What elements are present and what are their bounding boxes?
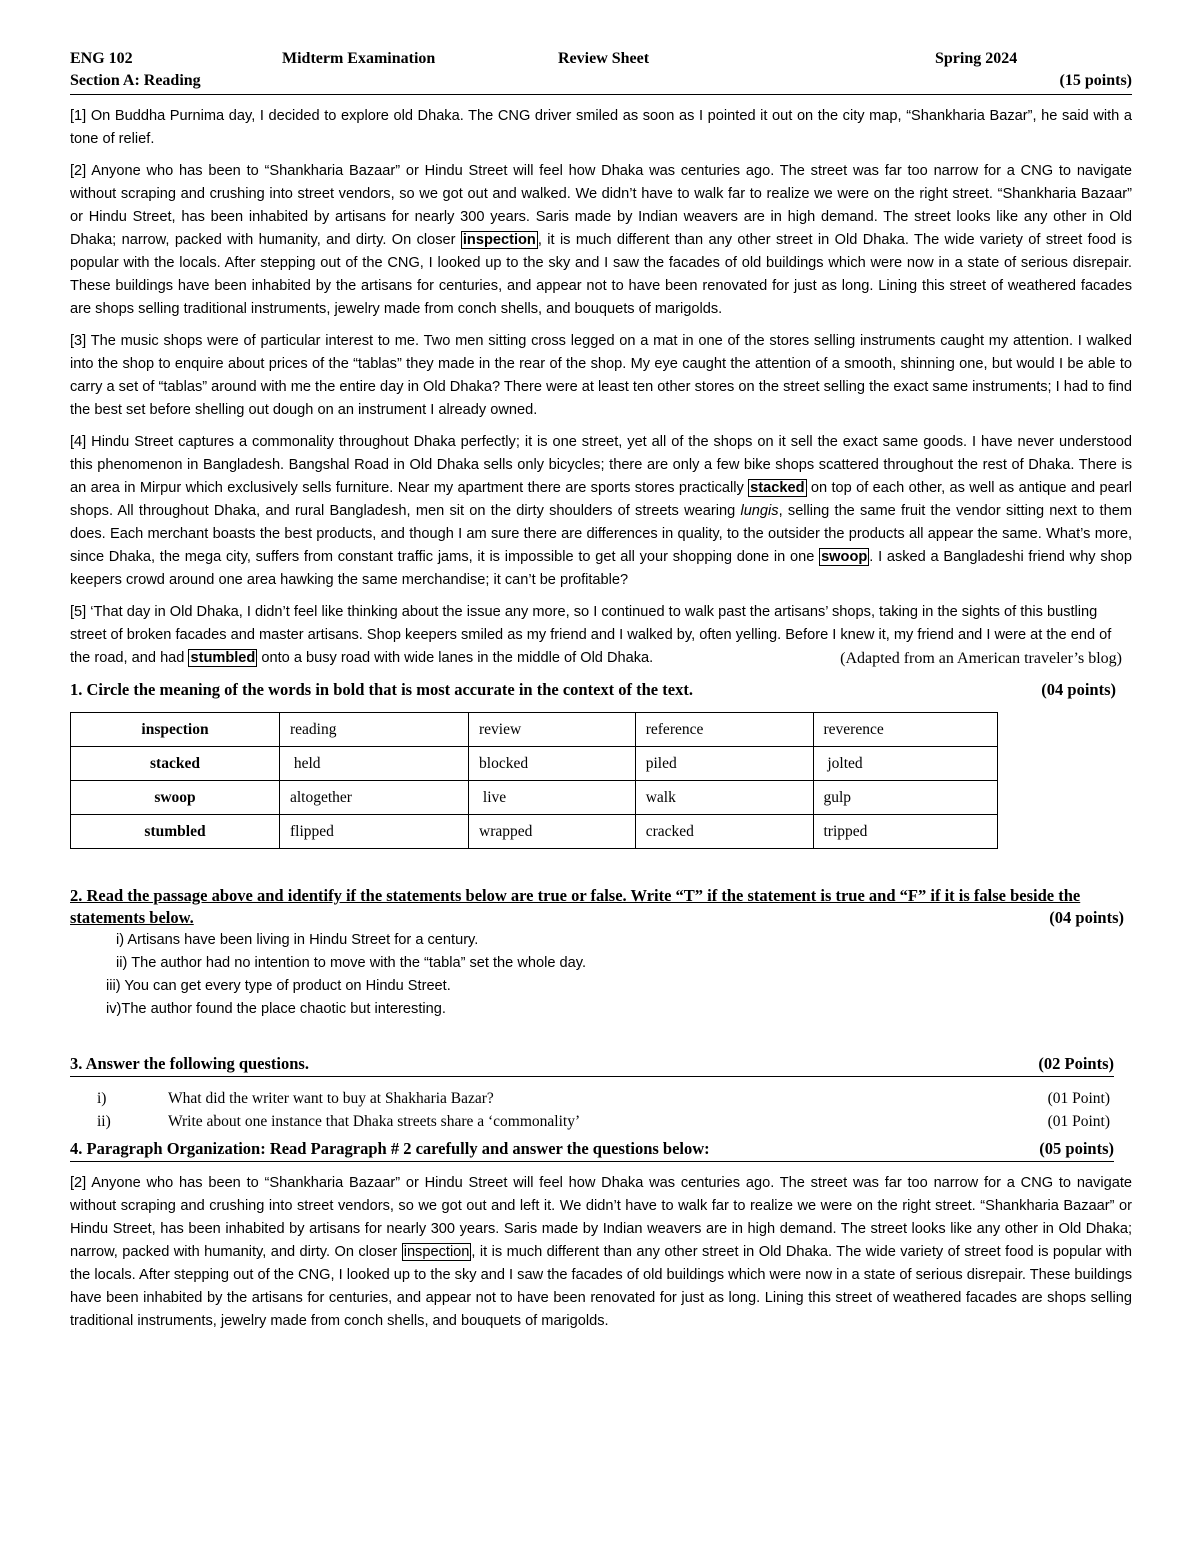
- term: Spring 2024: [935, 50, 1018, 67]
- tf-statement: ii) The author had no intention to move with the “tabla” set the whole day.: [112, 955, 587, 971]
- section-header: [70, 72, 1132, 95]
- q1-title: 1. Circle the meaning of the words in bold that is most accurate in the context of the text.: [70, 680, 693, 699]
- exam-title: Midterm Examination: [282, 50, 436, 67]
- paragraph-1: [1] On Buddha Purnima day, I decided to explore old Dhaka. The CNG driver smiled as soon as I pointed it out on the city map, “Shankharia Bazar”, he said with a tone of relief.: [70, 108, 1132, 147]
- vocab-option[interactable]: review: [469, 713, 636, 747]
- vocab-option[interactable]: gulp: [813, 781, 998, 815]
- vocab-row: [71, 713, 998, 747]
- vocab-option[interactable]: reading: [280, 713, 469, 747]
- vocab-option[interactable]: jolted: [813, 747, 998, 781]
- vocab-word: swoop: [71, 781, 280, 815]
- paragraph-4: [70, 431, 1132, 592]
- question-text: What did the writer want to buy at Shakharia Bazar?: [168, 1090, 494, 1107]
- paragraph-3: [3] The music shops were of particular interest to me. Two men sitting cross legged on a mat in one of the stores selling instruments caught my attention. I walked into the shop to enquire about prices of the “tablas” they made in the rear of the shop. My eye caught the attention of a smooth, shinning one, but would I be able to carry a set of “tablas” around with me the entire day in Old Dhaka? There were at least ten other stores on the street selling the exact same instruments; I had to find the best set before shelling out dough on an instrument I already owned.: [70, 333, 1132, 418]
- boxed-word-inspection: inspection: [462, 232, 536, 248]
- q4-title: 4. Paragraph Organization: Read Paragraph # 2 carefully and answer the questions below:: [70, 1139, 710, 1158]
- q3-heading: [70, 1054, 1114, 1077]
- italic-word-lungis: lungis: [740, 503, 779, 519]
- boxed-word-swoop: swoop: [821, 549, 868, 565]
- sheet-title: Review Sheet: [558, 50, 650, 67]
- vocab-option[interactable]: reference: [635, 713, 813, 747]
- question-points: (01 Point): [1047, 1090, 1110, 1107]
- q3-title: 3. Answer the following questions.: [70, 1054, 309, 1073]
- vocab-row: [71, 815, 998, 849]
- vocab-option[interactable]: wrapped: [469, 815, 636, 849]
- tf-statement: i) Artisans have been living in Hindu Street for a century.: [116, 932, 479, 948]
- paragraph-5-text: [5] ‘That day in Old Dhaka, I didn’t feel like thinking about the issue any more, so I continued to walk past the artisans’ shops, taking in the sights of this bustling street of broken facades and master artisans. Shop keepers smiled as my friend and I walked by, often yelling. Before I knew it, my friend and I were at the end of the road, and had: [70, 604, 1112, 666]
- paragraph-2-text-b: , it is much different than any other street in Old Dhaka. The wide variety of street food is popular with the locals. After stepping out of the CNG, I looked up to the sky and I saw the facades of old buildings which were now in a state of serious disrepair. These buildings have been inhabited by the artisans for centuries, and appear not to have been renovated for just as long. Lining this street of weathered facades are shops selling traditional instruments, jewelry made from conch shells, and bouquets of marigolds.: [70, 232, 1132, 317]
- vocab-option[interactable]: reverence: [813, 713, 998, 747]
- source-note: (Adapted from an American traveler’s blog): [840, 650, 1122, 667]
- section-points: (15 points): [1059, 72, 1132, 89]
- boxed-word-inspection-q4: inspection: [403, 1244, 470, 1260]
- course-code: ENG 102: [70, 50, 133, 67]
- short-question: [70, 1110, 1110, 1133]
- exam-header: [70, 50, 1132, 72]
- q4-paragraph-text-b: , it is much different than any other street in Old Dhaka. The wide variety of street food is popular with the locals. After stepping out of the CNG, I looked up to the sky and I saw the facades of old buildings which were now in a state of serious disrepair. These buildings have been inhabited by the artisans for centuries, and appear not to have been renovated for just as long. Lining this street of weathered facades are shops selling traditional instruments, jewelry made from conch shells, and bouquets of marigolds.: [70, 1244, 1132, 1329]
- q4-points: (05 points): [1039, 1139, 1114, 1158]
- vocab-word: stacked: [71, 747, 280, 781]
- vocab-option[interactable]: live: [469, 781, 636, 815]
- paragraph-4-text: [4] Hindu Street captures a commonality throughout Dhaka perfectly; it is one street, yet all of the shops on it sell the exact same goods. I have never understood this phenomenon in Bangladesh. Bangshal Road in Old Dhaka sells only bicycles; there are only a few bike shops scattered throughout the rest of Dhaka. There is an area in Mirpur which exclusively sells furniture. Near my apartment there are sports stores practically: [70, 434, 1132, 496]
- paragraph-5-text-b: onto a busy road with wide lanes in the middle of Old Dhaka.: [257, 650, 654, 666]
- question-points: (01 Point): [1047, 1113, 1110, 1130]
- question-text: Write about one instance that Dhaka streets share a ‘commonality’: [168, 1113, 581, 1130]
- vocab-table: [70, 712, 998, 849]
- vocab-option[interactable]: cracked: [635, 815, 813, 849]
- vocab-option[interactable]: altogether: [280, 781, 469, 815]
- section-title: Section A: Reading: [70, 72, 201, 89]
- tf-statement: iv)The author found the place chaotic but interesting.: [106, 1001, 446, 1017]
- paragraph-4-text-b: on top of each other, as well as antique and pearl shops. All throughout Dhaka, and rural Bangladesh, men sit on the dirty shoulders of streets wearing: [70, 480, 1132, 519]
- boxed-word-stacked: stacked: [750, 480, 805, 496]
- paragraph-2: [70, 160, 1132, 321]
- vocab-word: inspection: [71, 713, 280, 747]
- vocab-word: stumbled: [71, 815, 280, 849]
- vocab-option[interactable]: tripped: [813, 815, 998, 849]
- q1-heading: [70, 680, 1116, 704]
- q2-statements: [70, 929, 1132, 1021]
- question-number: i): [97, 1090, 107, 1107]
- question-number: ii): [97, 1113, 111, 1130]
- tf-statement: iii) You can get every type of product on Hindu Street.: [106, 978, 451, 994]
- vocab-row: [71, 747, 998, 781]
- paragraph-2-text: [2] Anyone who has been to “Shankharia Bazaar” or Hindu Street will feel how Dhaka was centuries ago. The street was far too narrow for a CNG to navigate without scraping and crushing into street vendors, so we got out and walked. We didn’t have to walk far to realize we were on the right street. “Shankharia Bazaar” or Hindu Street, has been inhabited by artisans for nearly 300 years. Saris made by Indian weavers are in high demand. The street looks like any other in Old Dhaka; narrow, packed with humanity, and dirty. On closer: [70, 163, 1132, 248]
- exam-page: [70, 50, 1132, 1333]
- q3-questions: [70, 1087, 1132, 1133]
- q4-paragraph-text: [2] Anyone who has been to “Shankharia Bazaar” or Hindu Street will feel how Dhaka was centuries ago. The street was far too narrow for a CNG to navigate without scraping and crushing into street vendors, so we got out and left it. We didn’t have to walk far to realize we were on the right street. “Shankharia Bazaar” or Hindu Street, has been inhabited by artisans for nearly 300 years. Saris made by Indian weavers are in high demand. The street looks like any other in Old Dhaka; narrow, packed with humanity, and dirty. On closer: [70, 1175, 1132, 1260]
- q2-points: (04 points): [1049, 908, 1124, 927]
- q3-points: (02 Points): [1038, 1054, 1114, 1073]
- paragraph-4-text-c: , selling the same fruit the vendor sitting next to them does. Each merchant boasts the best products, and though I am sure there are differences in quality, to the outsider the products all appear the same. What’s more, since Dhaka, the mega city, suffers from constant traffic jams, it is impossible to get all your shopping done in one: [70, 503, 1132, 565]
- vocab-option[interactable]: flipped: [280, 815, 469, 849]
- vocab-row: [71, 781, 998, 815]
- vocab-option[interactable]: held: [280, 747, 469, 781]
- q4-paragraph: [70, 1172, 1132, 1333]
- q2-title: 2. Read the passage above and identify if the statements below are true or false. Write “T” if the statement is true and “F” if it is false beside the statements below.: [70, 886, 1081, 927]
- q1-points: (04 points): [1041, 680, 1116, 699]
- q4-heading: [70, 1139, 1114, 1162]
- short-question: [70, 1087, 1110, 1110]
- vocab-option[interactable]: walk: [635, 781, 813, 815]
- paragraph-4-text-d: . I asked a Bangladeshi friend why shop keepers crowd around one area hawking the same merchandise; it can’t be profitable?: [70, 549, 1132, 588]
- vocab-option[interactable]: blocked: [469, 747, 636, 781]
- q2-heading: [70, 885, 1132, 929]
- vocab-option[interactable]: piled: [635, 747, 813, 781]
- boxed-word-stumbled: stumbled: [190, 650, 256, 666]
